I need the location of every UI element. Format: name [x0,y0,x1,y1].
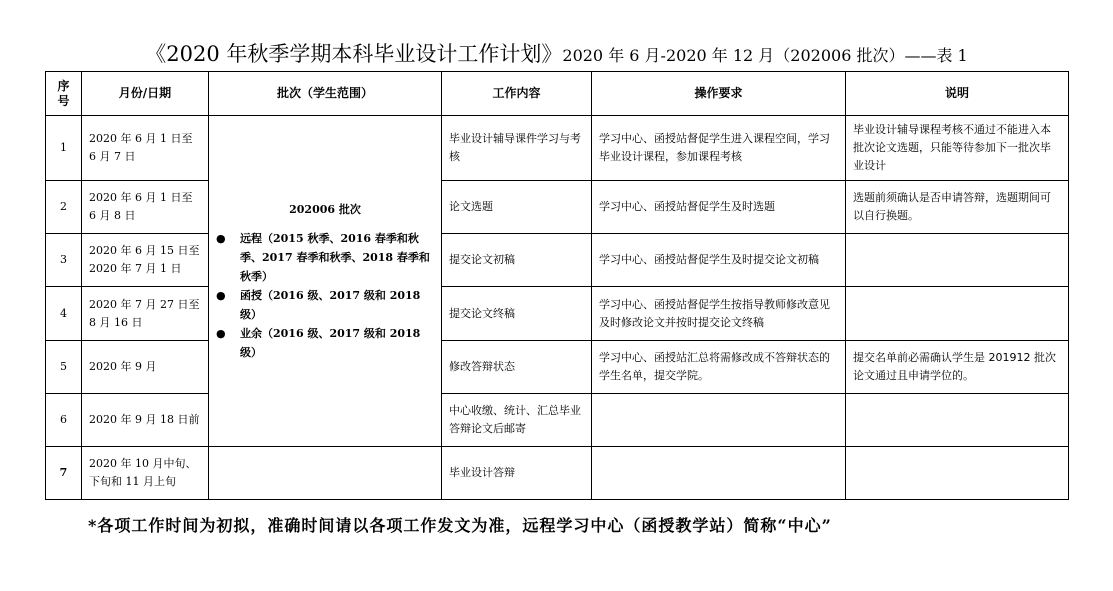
table-header-row [46,72,1069,116]
table-row [46,181,1069,234]
table-row [46,341,1069,394]
batch-cell [209,116,442,447]
row-content: 论文选题 [442,181,592,234]
row-requirement: 学习中心、函授站汇总将需修改成不答辩状态的学生名单，提交学院。 [592,341,846,394]
row-remark: 选题前须确认是否申请答辩，选题期间可以自行换题。 [846,181,1069,234]
bullet-icon: ● [216,231,226,245]
title-main: 《2020 年秋季学期本科毕业设计工作计划》 [145,42,563,66]
row-content: 中心收缴、统计、汇总毕业答辩论文后邮寄 [442,394,592,447]
batch-title: 202006 批次 [289,202,361,216]
batch-list [216,229,434,362]
row-remark [846,447,1069,500]
row-remark [846,394,1069,447]
table-row [46,447,1069,500]
header-remark: 说明 [846,72,1069,116]
row-requirement [592,394,846,447]
bullet-icon: ● [216,326,226,340]
batch-item [216,324,434,362]
row-content: 修改答辩状态 [442,341,592,394]
batch-item-text: 远程（2015 秋季、2016 春季和秋季、2017 春季和秋季、2018 春季和秋季） [240,231,430,283]
row-requirement: 学习中心、函授站督促学生按指导教师修改意见及时修改论文并按时提交论文终稿 [592,287,846,341]
batch-empty-cell [209,447,442,500]
row-requirement: 学习中心、函授站督促学生及时选题 [592,181,846,234]
row-number: 5 [46,341,82,394]
row-date: 2020 年 9 月 18 日前 [82,394,209,447]
row-content: 毕业设计答辩 [442,447,592,500]
document-title [0,38,1113,68]
bullet-icon: ● [216,288,226,302]
header-batch: 批次（学生范围） [209,72,442,116]
footnote: *各项工作时间为初拟，准确时间请以各项工作发文为准，远程学习中心（函授教学站）简称“中心” [88,516,832,535]
row-remark: 提交名单前必需确认学生是 201912 批次论文通过且申请学位的。 [846,341,1069,394]
batch-item-text: 业余（2016 级、2017 级和 2018 级） [240,326,421,359]
row-remark: 毕业设计辅导课程考核不通过不能进入本批次论文选题，只能等待参加下一批次毕业设计 [846,116,1069,181]
row-date: 2020 年 6 月 1 日至 6 月 8 日 [82,181,209,234]
header-content: 工作内容 [442,72,592,116]
row-number: 3 [46,234,82,287]
row-number: 4 [46,287,82,341]
row-content: 毕业设计辅导课件学习与考核 [442,116,592,181]
header-date: 月份/日期 [82,72,209,116]
row-number: 2 [46,181,82,234]
row-remark [846,287,1069,341]
row-content: 提交论文终稿 [442,287,592,341]
row-number: 6 [46,394,82,447]
header-requirement: 操作要求 [592,72,846,116]
table-row [46,234,1069,287]
row-date: 2020 年 6 月 15 日至 2020 年 7 月 1 日 [82,234,209,287]
table-row [46,394,1069,447]
batch-item-text: 函授（2016 级、2017 级和 2018 级） [240,288,421,321]
header-seq: 序号 [46,72,82,116]
row-date: 2020 年 6 月 1 日至 6 月 7 日 [82,116,209,181]
row-requirement: 学习中心、函授站督促学生及时提交论文初稿 [592,234,846,287]
table-row [46,287,1069,341]
table-row [46,116,1069,181]
row-content: 提交论文初稿 [442,234,592,287]
row-requirement [592,447,846,500]
row-date: 2020 年 7 月 27 日至 8 月 16 日 [82,287,209,341]
title-sub: 2020 年 6 月-2020 年 12 月（202006 批次）——表 1 [562,46,968,65]
batch-item [216,229,434,286]
row-remark [846,234,1069,287]
row-number: 1 [46,116,82,181]
batch-item [216,286,434,324]
row-date: 2020 年 10 月中旬、下旬和 11 月上旬 [82,447,209,500]
plan-table [45,71,1069,500]
row-number: 7 [46,447,82,500]
row-requirement: 学习中心、函授站督促学生进入课程空间，学习毕业设计课程，参加课程考核 [592,116,846,181]
row-date: 2020 年 9 月 [82,341,209,394]
